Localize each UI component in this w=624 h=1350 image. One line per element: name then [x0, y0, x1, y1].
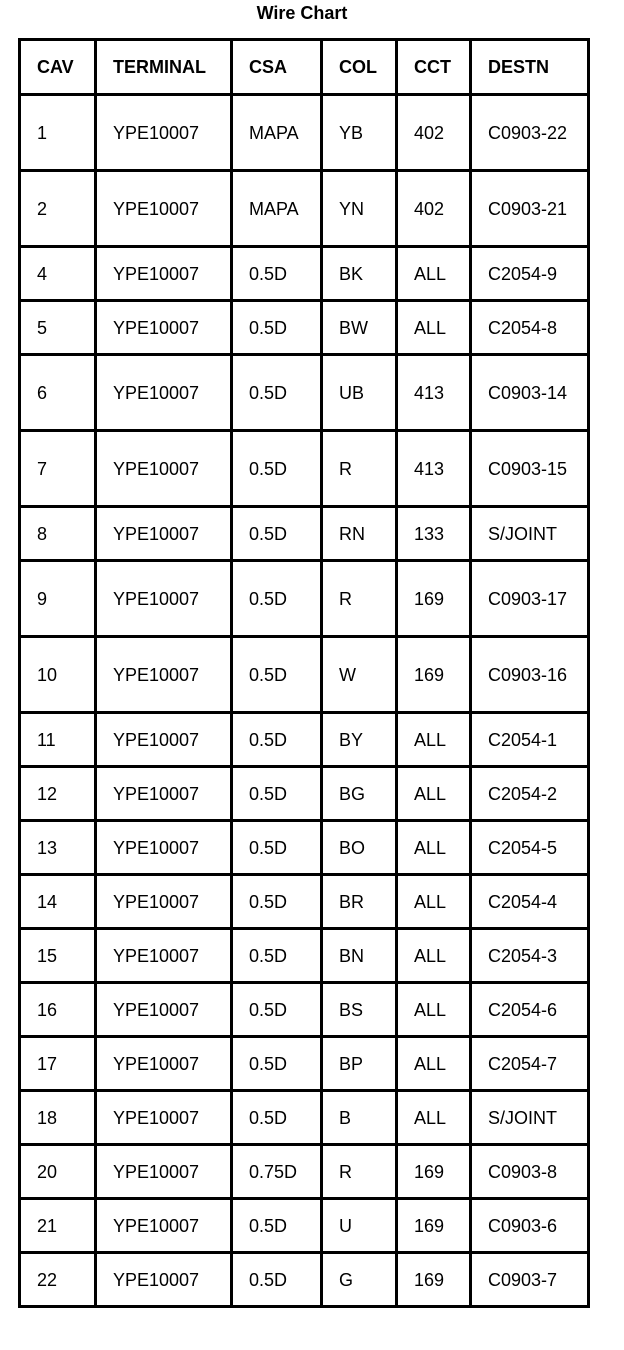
- cell-cav: 14: [20, 875, 96, 929]
- cell-cct: 413: [397, 431, 471, 507]
- table-row: [20, 767, 589, 821]
- table-row: [20, 247, 589, 301]
- cell-cav: 16: [20, 983, 96, 1037]
- cell-csa: 0.5D: [232, 821, 322, 875]
- cell-csa: 0.5D: [232, 247, 322, 301]
- cell-terminal: YPE10007: [96, 767, 232, 821]
- table-row: [20, 1037, 589, 1091]
- cell-col: BK: [322, 247, 397, 301]
- table-row: [20, 1145, 589, 1199]
- cell-terminal: YPE10007: [96, 1091, 232, 1145]
- cell-destn: C2054-6: [471, 983, 589, 1037]
- cell-cct: ALL: [397, 875, 471, 929]
- cell-col: YB: [322, 95, 397, 171]
- cell-csa: 0.5D: [232, 431, 322, 507]
- cell-csa: 0.5D: [232, 561, 322, 637]
- cell-col: BN: [322, 929, 397, 983]
- cell-col: W: [322, 637, 397, 713]
- cell-destn: C2054-4: [471, 875, 589, 929]
- cell-col: R: [322, 431, 397, 507]
- table-row: [20, 713, 589, 767]
- cell-col: BG: [322, 767, 397, 821]
- table-row: [20, 637, 589, 713]
- cell-csa: 0.5D: [232, 983, 322, 1037]
- cell-cav: 12: [20, 767, 96, 821]
- cell-csa: 0.5D: [232, 301, 322, 355]
- table-row: [20, 301, 589, 355]
- cell-terminal: YPE10007: [96, 983, 232, 1037]
- cell-csa: 0.5D: [232, 1091, 322, 1145]
- cell-csa: 0.5D: [232, 637, 322, 713]
- table-body: [20, 95, 589, 1307]
- wire-chart-table: [18, 38, 590, 1308]
- column-header-destn: DESTN: [471, 40, 589, 95]
- cell-col: B: [322, 1091, 397, 1145]
- cell-cct: ALL: [397, 767, 471, 821]
- column-header-cct: CCT: [397, 40, 471, 95]
- cell-cct: 402: [397, 95, 471, 171]
- column-header-csa: CSA: [232, 40, 322, 95]
- cell-cav: 2: [20, 171, 96, 247]
- cell-terminal: YPE10007: [96, 1199, 232, 1253]
- cell-col: G: [322, 1253, 397, 1307]
- cell-destn: C0903-21: [471, 171, 589, 247]
- cell-cav: 10: [20, 637, 96, 713]
- page-title: Wire Chart: [256, 3, 348, 23]
- cell-cav: 17: [20, 1037, 96, 1091]
- table-row: [20, 95, 589, 171]
- cell-csa: 0.5D: [232, 355, 322, 431]
- cell-csa: 0.5D: [232, 875, 322, 929]
- cell-csa: 0.5D: [232, 507, 322, 561]
- cell-col: BY: [322, 713, 397, 767]
- cell-col: BW: [322, 301, 397, 355]
- cell-cav: 4: [20, 247, 96, 301]
- cell-cct: 169: [397, 1253, 471, 1307]
- cell-cct: 169: [397, 1145, 471, 1199]
- cell-terminal: YPE10007: [96, 713, 232, 767]
- cell-cct: 402: [397, 171, 471, 247]
- cell-terminal: YPE10007: [96, 561, 232, 637]
- cell-terminal: YPE10007: [96, 929, 232, 983]
- cell-destn: C0903-8: [471, 1145, 589, 1199]
- cell-destn: C2054-8: [471, 301, 589, 355]
- cell-cct: ALL: [397, 821, 471, 875]
- cell-col: R: [322, 561, 397, 637]
- cell-cav: 20: [20, 1145, 96, 1199]
- cell-col: BR: [322, 875, 397, 929]
- cell-terminal: YPE10007: [96, 247, 232, 301]
- cell-destn: C0903-14: [471, 355, 589, 431]
- cell-col: UB: [322, 355, 397, 431]
- table-row: [20, 875, 589, 929]
- column-header-col: COL: [322, 40, 397, 95]
- cell-destn: C2054-3: [471, 929, 589, 983]
- cell-cct: ALL: [397, 1091, 471, 1145]
- cell-terminal: YPE10007: [96, 637, 232, 713]
- cell-terminal: YPE10007: [96, 1145, 232, 1199]
- cell-cav: 18: [20, 1091, 96, 1145]
- cell-cav: 15: [20, 929, 96, 983]
- cell-csa: 0.5D: [232, 713, 322, 767]
- cell-cct: 169: [397, 637, 471, 713]
- table-row: [20, 355, 589, 431]
- cell-cct: 169: [397, 561, 471, 637]
- cell-cct: 413: [397, 355, 471, 431]
- cell-terminal: YPE10007: [96, 1037, 232, 1091]
- cell-terminal: YPE10007: [96, 1253, 232, 1307]
- cell-terminal: YPE10007: [96, 301, 232, 355]
- cell-col: U: [322, 1199, 397, 1253]
- cell-destn: C2054-1: [471, 713, 589, 767]
- cell-terminal: YPE10007: [96, 821, 232, 875]
- cell-col: RN: [322, 507, 397, 561]
- cell-cav: 5: [20, 301, 96, 355]
- cell-col: BO: [322, 821, 397, 875]
- cell-csa: 0.5D: [232, 1253, 322, 1307]
- cell-destn: C2054-5: [471, 821, 589, 875]
- cell-destn: C2054-7: [471, 1037, 589, 1091]
- cell-terminal: YPE10007: [96, 431, 232, 507]
- cell-cav: 13: [20, 821, 96, 875]
- header-row: [20, 40, 589, 95]
- cell-terminal: YPE10007: [96, 355, 232, 431]
- cell-cav: 22: [20, 1253, 96, 1307]
- table-row: [20, 171, 589, 247]
- cell-cav: 11: [20, 713, 96, 767]
- table-row: [20, 1199, 589, 1253]
- cell-cav: 8: [20, 507, 96, 561]
- cell-cav: 21: [20, 1199, 96, 1253]
- table-row: [20, 1253, 589, 1307]
- cell-cct: ALL: [397, 983, 471, 1037]
- cell-col: YN: [322, 171, 397, 247]
- cell-destn: S/JOINT: [471, 1091, 589, 1145]
- cell-destn: C0903-22: [471, 95, 589, 171]
- cell-cct: ALL: [397, 713, 471, 767]
- cell-terminal: YPE10007: [96, 95, 232, 171]
- cell-terminal: YPE10007: [96, 875, 232, 929]
- cell-col: R: [322, 1145, 397, 1199]
- cell-destn: C0903-6: [471, 1199, 589, 1253]
- cell-cct: 169: [397, 1199, 471, 1253]
- cell-cct: ALL: [397, 247, 471, 301]
- cell-csa: MAPA: [232, 95, 322, 171]
- cell-cav: 7: [20, 431, 96, 507]
- table-row: [20, 561, 589, 637]
- cell-csa: 0.5D: [232, 1199, 322, 1253]
- cell-terminal: YPE10007: [96, 507, 232, 561]
- cell-cct: ALL: [397, 929, 471, 983]
- cell-cav: 1: [20, 95, 96, 171]
- cell-cct: ALL: [397, 301, 471, 355]
- table-row: [20, 821, 589, 875]
- cell-csa: 0.5D: [232, 1037, 322, 1091]
- cell-csa: 0.5D: [232, 929, 322, 983]
- table-row: [20, 983, 589, 1037]
- cell-destn: C0903-7: [471, 1253, 589, 1307]
- cell-cct: 133: [397, 507, 471, 561]
- table-row: [20, 431, 589, 507]
- cell-csa: 0.75D: [232, 1145, 322, 1199]
- cell-destn: C0903-15: [471, 431, 589, 507]
- cell-cct: ALL: [397, 1037, 471, 1091]
- column-header-cav: CAV: [20, 40, 96, 95]
- cell-terminal: YPE10007: [96, 171, 232, 247]
- cell-cav: 9: [20, 561, 96, 637]
- table-row: [20, 1091, 589, 1145]
- cell-col: BS: [322, 983, 397, 1037]
- cell-destn: C2054-2: [471, 767, 589, 821]
- cell-destn: C0903-16: [471, 637, 589, 713]
- cell-col: BP: [322, 1037, 397, 1091]
- cell-csa: 0.5D: [232, 767, 322, 821]
- cell-destn: C0903-17: [471, 561, 589, 637]
- cell-destn: C2054-9: [471, 247, 589, 301]
- table-row: [20, 507, 589, 561]
- cell-csa: MAPA: [232, 171, 322, 247]
- table-row: [20, 929, 589, 983]
- cell-cav: 6: [20, 355, 96, 431]
- cell-destn: S/JOINT: [471, 507, 589, 561]
- column-header-terminal: TERMINAL: [96, 40, 232, 95]
